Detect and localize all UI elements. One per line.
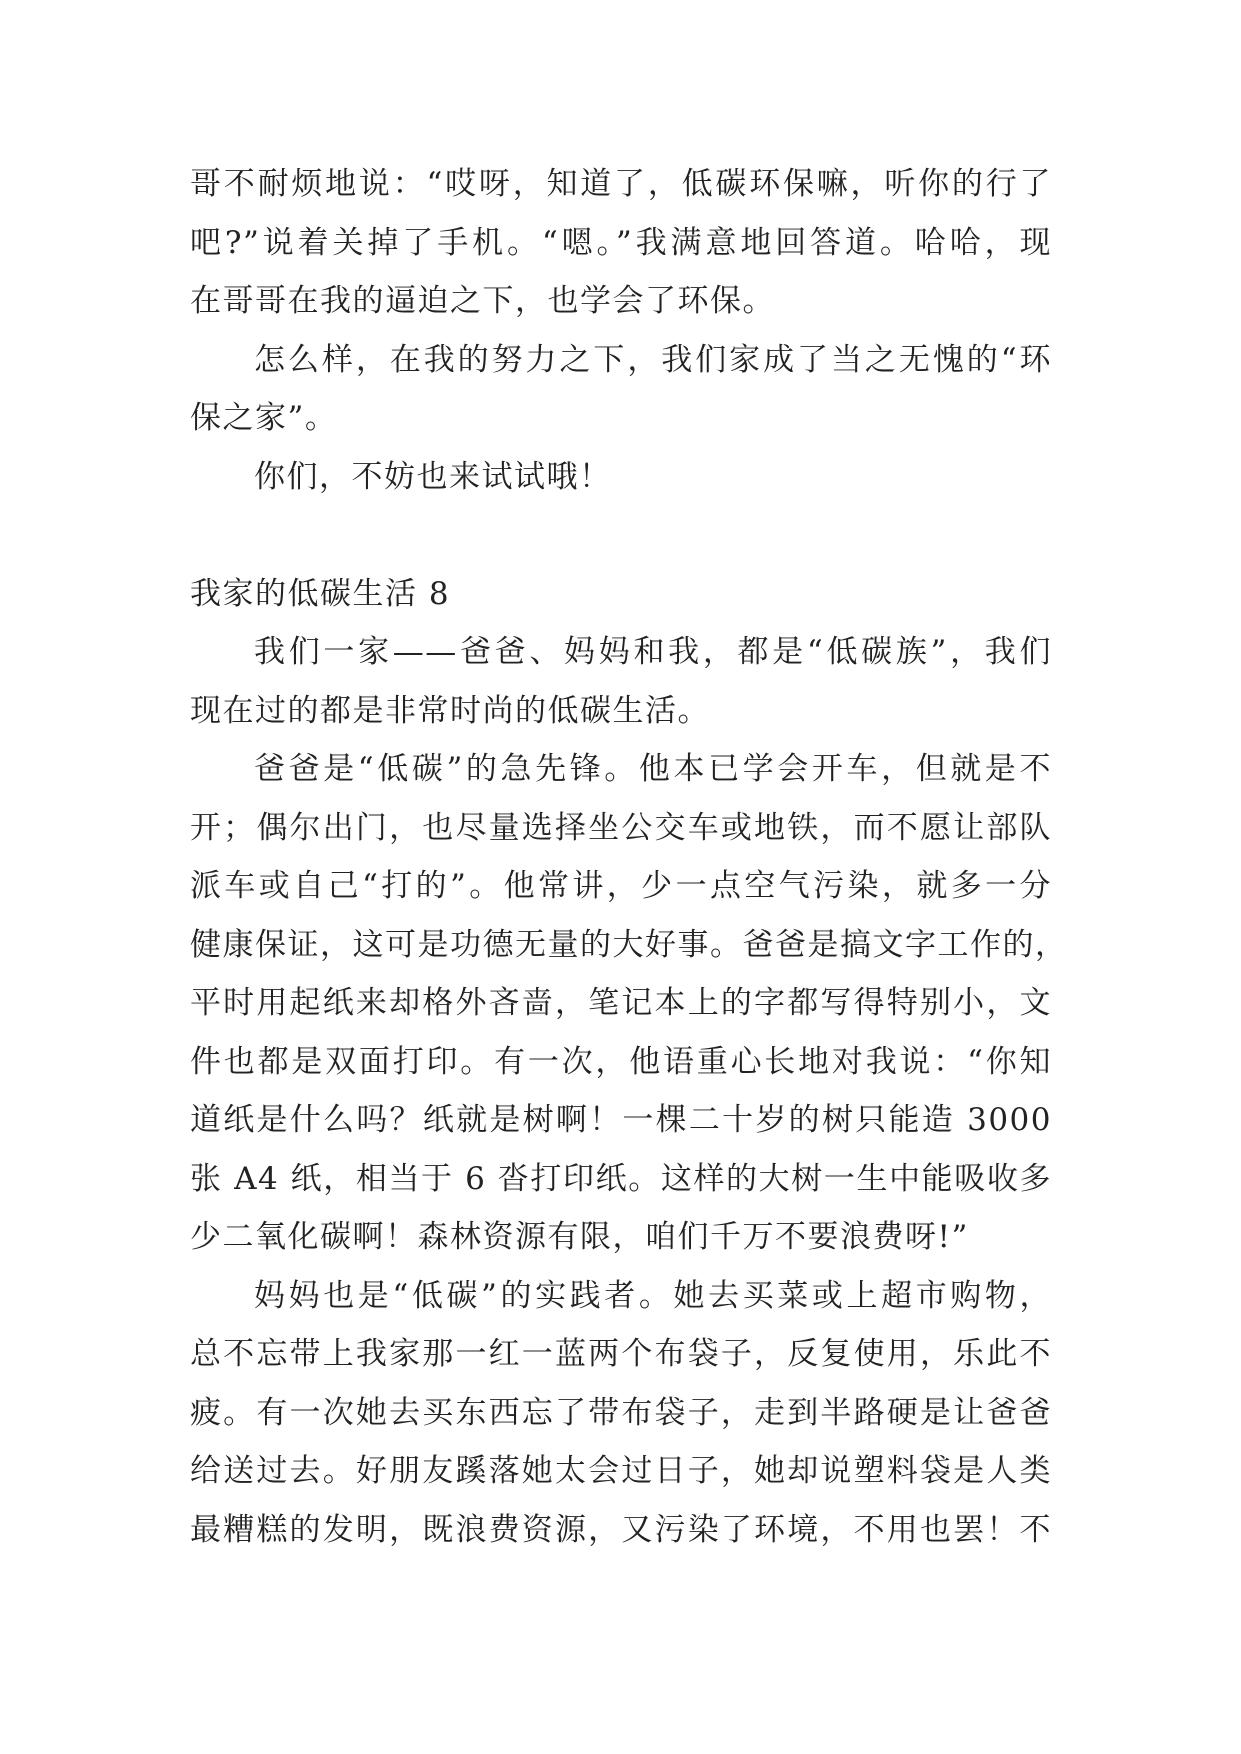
section-title: 我家的低碳生活 8 [190, 575, 451, 612]
text-line: 疲。有一次她去买东西忘了带布袋子，走到半路硬是让爸爸 [190, 1394, 1052, 1431]
document-body [190, 155, 1068, 1559]
paragraph-prev-1 [190, 155, 1052, 331]
text-line: 在哥哥在我的逼迫之下，也学会了环保。 [190, 283, 775, 319]
text-line: 件也都是双面打印。有一次，他语重心长地对我说：“你知 [190, 1043, 1052, 1080]
text-line: 怎么样，在我的努力之下，我们家成了当之无愧的“环 [254, 341, 1052, 378]
text-line: 派车或自己“打的”。他常讲，少一点空气污染，就多一分 [190, 868, 1052, 904]
text-line: 现在过的都是非常时尚的低碳生活。 [190, 692, 710, 729]
text-line: 爸爸是“低碳”的急先锋。他本已学会开车，但就是不 [254, 751, 1052, 787]
paragraph-prev-2 [190, 331, 1052, 448]
text-line: 给送过去。好朋友蹊落她太会过日子，她却说塑料袋是人类 [190, 1453, 1052, 1489]
text-line: 总不忘带上我家那一红一蓝两个布袋子，反复使用，乐此不 [190, 1336, 1052, 1372]
paragraph-3 [190, 1267, 1052, 1560]
text-line: 你们，不妨也来试试哦！ [254, 458, 612, 495]
text-line: 哥不耐烦地说：“哎呀，知道了，低碳环保嘛，听你的行了 [190, 166, 1052, 202]
text-line: 我们一家——爸爸、妈妈和我，都是“低碳族”，我们 [254, 634, 1052, 670]
text-line: 张 A4 纸，相当于 6 沓打印纸。这样的大树一生中能吸收多 [190, 1160, 1052, 1197]
text-line: 最糟糕的发明，既浪费资源，又污染了环境，不用也罢！不 [190, 1511, 1052, 1548]
text-line: 保之家”。 [190, 400, 338, 436]
paragraph-1 [190, 623, 1052, 740]
text-line: 开；偶尔出门，也尽量选择坐公交车或地铁，而不愿让部队 [190, 809, 1052, 846]
text-line: 妈妈也是“低碳”的实践者。她去买菜或上超市购物， [254, 1277, 1052, 1314]
text-line: 健康保证，这可是功德无量的大好事。爸爸是搞文字工作的， [190, 926, 1068, 963]
text-line: 平时用起纸来却格外吝啬，笔记本上的字都写得特别小，文 [190, 985, 1052, 1021]
text-line: 少二氧化碳啊！森林资源有限，咱们千万不要浪费呀!” [190, 1219, 969, 1255]
text-line: 吧?”说着关掉了手机。“嗯。”我满意地回答道。哈哈，现 [190, 224, 1052, 261]
paragraph-prev-3 [190, 448, 1052, 507]
section-spacer [190, 506, 1052, 565]
text-line: 道纸是什么吗？纸就是树啊！一棵二十岁的树只能造 3000 [190, 1102, 1052, 1138]
paragraph-2 [190, 740, 1068, 1267]
